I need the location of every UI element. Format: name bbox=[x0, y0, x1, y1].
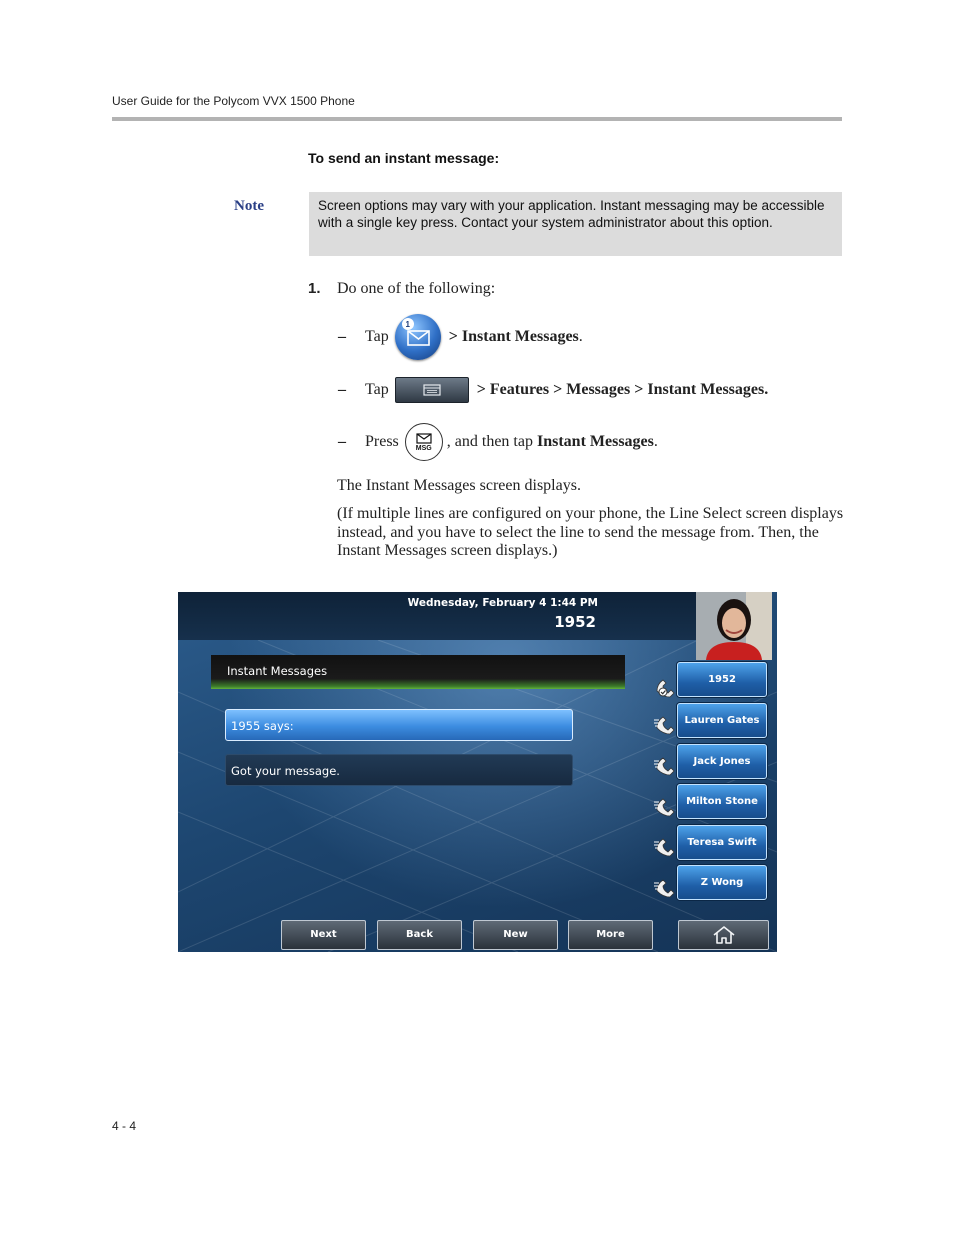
substep-verb: Tap bbox=[365, 328, 389, 345]
substep-mid: , and then tap bbox=[446, 433, 533, 450]
page-number: 4 - 4 bbox=[112, 1119, 137, 1133]
more-softkey[interactable]: More bbox=[568, 920, 653, 950]
line-key-lauren-gates[interactable]: Lauren Gates bbox=[677, 703, 767, 738]
result-text: The Instant Messages screen displays. bbox=[337, 477, 581, 494]
substep-end: . bbox=[653, 433, 658, 450]
phone-screen bbox=[178, 592, 777, 952]
menu-icon bbox=[423, 384, 441, 396]
line-key-jack-jones[interactable]: Jack Jones bbox=[677, 744, 767, 779]
header-rule bbox=[112, 117, 842, 121]
running-header: User Guide for the Polycom VVX 1500 Phone bbox=[112, 94, 355, 108]
note-label: Note bbox=[234, 198, 264, 214]
message-row-selected[interactable]: 1955 says: bbox=[225, 709, 573, 741]
line-key-z-wong[interactable]: Z Wong bbox=[677, 865, 767, 900]
line-key-1952[interactable]: 1952 bbox=[677, 662, 767, 697]
dash-bullet: – bbox=[338, 328, 346, 345]
dash-bullet: – bbox=[338, 381, 346, 398]
step-number: 1. bbox=[308, 280, 321, 297]
next-softkey[interactable]: Next bbox=[281, 920, 366, 950]
home-key[interactable] bbox=[678, 920, 769, 950]
substep-verb: Press bbox=[365, 433, 399, 450]
message-row[interactable]: Got your message. bbox=[225, 754, 573, 786]
substep-target: Instant Messages bbox=[536, 433, 654, 450]
messages-icon bbox=[395, 314, 441, 360]
substep-verb: Tap bbox=[365, 381, 389, 398]
msg-key-label: MSG bbox=[415, 444, 432, 452]
menu-key bbox=[395, 377, 469, 403]
substep-press-msg bbox=[338, 427, 658, 457]
new-softkey[interactable]: New bbox=[473, 920, 558, 950]
back-softkey[interactable]: Back bbox=[377, 920, 462, 950]
date-time: Wednesday, February 4 1:44 PM bbox=[407, 597, 598, 609]
dash-bullet: – bbox=[338, 433, 346, 450]
note-box: Screen options may vary with your application. Instant messaging may be accessible with a single key press. Contact your system administrator about this option. bbox=[309, 192, 842, 256]
envelope-icon bbox=[395, 314, 441, 360]
procedure-title: To send an instant message: bbox=[308, 150, 500, 166]
status-bar bbox=[178, 592, 698, 640]
extension-number: 1952 bbox=[554, 613, 596, 631]
substep-path: > Instant Messages bbox=[448, 328, 579, 345]
message-count-badge: 1 bbox=[402, 318, 414, 330]
line-key-teresa-swift[interactable]: Teresa Swift bbox=[677, 825, 767, 860]
screen-title: Instant Messages bbox=[211, 655, 625, 689]
substep-end: . bbox=[578, 328, 583, 345]
substep-tap-menu bbox=[338, 375, 768, 405]
line-key-milton-stone[interactable]: Milton Stone bbox=[677, 784, 767, 819]
step-text: Do one of the following: bbox=[337, 280, 496, 297]
portrait-image bbox=[696, 592, 772, 660]
msg-key bbox=[405, 423, 443, 461]
substep-path: > Features > Messages > Instant Messages. bbox=[476, 381, 769, 398]
multiple-lines-note: (If multiple lines are configured on your phone, the Line Select screen displays instead, and you have to select the line to send the message from. Then, the Instant Messages screen displays.) bbox=[337, 505, 844, 559]
substep-tap-messages bbox=[338, 319, 583, 352]
home-icon bbox=[712, 925, 736, 945]
user-photo bbox=[696, 592, 772, 660]
envelope-icon bbox=[416, 433, 432, 444]
